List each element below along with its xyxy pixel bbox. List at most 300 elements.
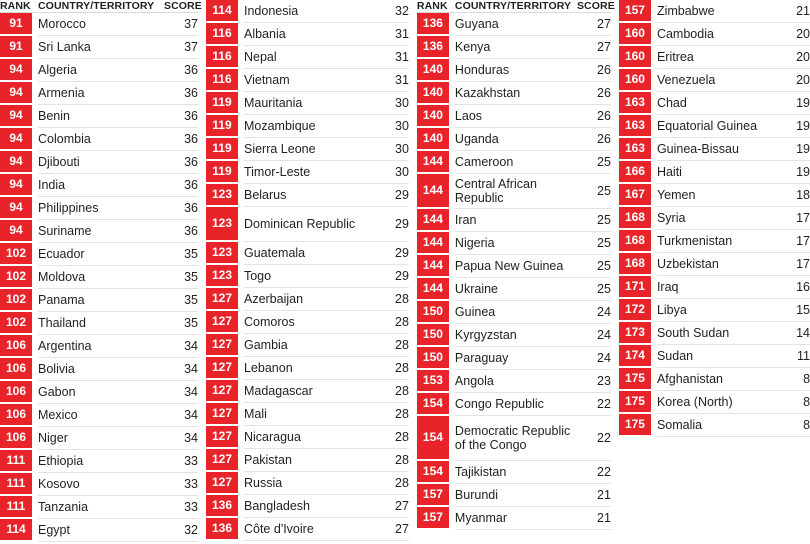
score-cell: 28 [375,334,409,357]
rank-cell [619,0,657,23]
rank-badge: 116 [206,23,238,44]
country-cell: Belarus [244,184,375,207]
rank-badge: 127 [206,288,238,309]
score-cell: 29 [375,207,409,242]
score-cell: 24 [577,324,611,347]
rank-badge: 160 [619,69,651,90]
rank-cell [206,518,244,541]
table-row [0,266,198,289]
score-cell: 28 [375,357,409,380]
rank-cell [206,472,244,495]
table-row [0,358,198,381]
rank-cell [206,380,244,403]
rank-cell [206,115,244,138]
table-row [206,449,409,472]
country-cell: Equatorial Guinea [657,115,776,138]
country-cell: Ecuador [38,243,164,266]
rank-badge: 144 [417,174,449,207]
score-cell: 33 [164,450,198,473]
rank-badge: 94 [0,197,32,218]
rank-cell [417,174,455,209]
table-row [619,92,810,115]
rank-badge: 140 [417,105,449,126]
rank-badge: 150 [417,324,449,345]
score-cell: 35 [164,266,198,289]
score-cell: 22 [577,416,611,461]
rank-badge: 106 [0,427,32,448]
rank-badge: 127 [206,334,238,355]
header-rank: RANK [0,0,38,13]
score-cell: 36 [164,174,198,197]
rank-cell [0,473,38,496]
rank-cell [206,242,244,265]
score-cell: 27 [577,13,611,36]
table-row [0,36,198,59]
rank-cell [206,207,244,242]
rank-badge: 163 [619,115,651,136]
rank-badge: 127 [206,311,238,332]
country-cell: Central African Republic [455,174,577,209]
score-cell: 17 [776,230,810,253]
score-cell: 23 [577,370,611,393]
table-row [619,391,810,414]
score-cell: 28 [375,288,409,311]
table-row [0,381,198,404]
rank-cell [619,46,657,69]
score-cell: 27 [375,495,409,518]
score-cell: 14 [776,322,810,345]
score-cell: 19 [776,138,810,161]
score-cell: 26 [577,128,611,151]
score-cell: 15 [776,299,810,322]
score-cell: 34 [164,358,198,381]
rank-cell [0,220,38,243]
rank-cell [619,161,657,184]
table-row [0,174,198,197]
country-cell: Sierra Leone [244,138,375,161]
rank-badge: 127 [206,426,238,447]
country-cell: Azerbaijan [244,288,375,311]
rank-cell [619,115,657,138]
rank-badge: 154 [417,461,449,482]
rank-badge: 175 [619,391,651,412]
rank-cell [417,209,455,232]
table-header-3 [416,0,615,13]
country-cell: Tajikistan [455,461,577,484]
rank-badge: 171 [619,276,651,297]
rank-cell [0,105,38,128]
rank-badge: 166 [619,161,651,182]
table-row [417,301,611,324]
header-row [417,0,611,13]
rank-badge: 150 [417,347,449,368]
rank-cell [417,255,455,278]
table-row [206,518,409,541]
score-cell: 32 [164,519,198,542]
table-row [0,243,198,266]
rank-badge: 91 [0,13,32,34]
table-row [206,403,409,426]
rank-cell [0,82,38,105]
country-cell: Iraq [657,276,776,299]
rank-badge: 102 [0,289,32,310]
rank-badge: 175 [619,368,651,389]
score-cell: 37 [164,36,198,59]
score-cell: 30 [375,92,409,115]
score-cell: 11 [776,345,810,368]
table-row [619,46,810,69]
rank-badge: 116 [206,69,238,90]
header-score: SCORE [576,0,615,12]
table-row [417,461,611,484]
score-cell: 21 [776,0,810,23]
country-cell: Bolivia [38,358,164,381]
country-cell: Moldova [38,266,164,289]
rank-badge: 123 [206,184,238,205]
table-row [0,473,198,496]
rank-badge: 136 [417,13,449,34]
rank-badge: 136 [417,36,449,57]
header-row [0,0,198,13]
table-row [0,59,198,82]
score-cell: 33 [164,473,198,496]
table-row [206,115,409,138]
table-row [0,312,198,335]
score-cell: 29 [375,184,409,207]
rank-badge: 157 [417,484,449,505]
score-cell: 25 [577,209,611,232]
rank-badge: 119 [206,92,238,113]
table-row [417,393,611,416]
rank-cell [619,345,657,368]
table-row [417,174,611,209]
score-cell: 30 [375,138,409,161]
table-row [206,69,409,92]
country-cell: Bangladesh [244,495,375,518]
rank-cell [619,184,657,207]
score-cell: 34 [164,335,198,358]
rank-cell [206,449,244,472]
country-cell: Pakistan [244,449,375,472]
rank-badge: 94 [0,59,32,80]
score-cell: 36 [164,220,198,243]
rank-badge: 102 [0,266,32,287]
table-row [417,128,611,151]
score-cell: 19 [776,115,810,138]
country-cell: Comoros [244,311,375,334]
table-row [206,92,409,115]
table-row [619,276,810,299]
score-cell: 26 [577,82,611,105]
country-cell: Uganda [455,128,577,151]
country-cell: Guinea [455,301,577,324]
score-cell: 18 [776,184,810,207]
rank-cell [417,370,455,393]
table-row [417,209,611,232]
score-cell: 25 [577,278,611,301]
rank-cell [619,92,657,115]
country-cell: Paraguay [455,347,577,370]
country-cell: Argentina [38,335,164,358]
table-row [206,472,409,495]
header-score: SCORE [163,0,202,12]
score-cell: 34 [164,381,198,404]
country-cell: Uzbekistan [657,253,776,276]
table-row [417,36,611,59]
rank-badge: 123 [206,265,238,286]
rank-cell [619,391,657,414]
rank-cell [417,105,455,128]
rank-badge: 163 [619,92,651,113]
score-cell: 22 [577,461,611,484]
rank-badge: 144 [417,255,449,276]
country-cell: Democratic Republic of the Congo [455,416,577,461]
rank-cell [0,335,38,358]
score-cell: 25 [577,174,611,209]
rank-badge: 116 [206,46,238,67]
score-cell: 31 [375,69,409,92]
rank-badge: 140 [417,128,449,149]
rank-cell [0,312,38,335]
table-row [417,59,611,82]
header-country: COUNTRY/TERRITORY [38,0,164,13]
rank-badge: 160 [619,23,651,44]
score-cell: 36 [164,197,198,220]
table-row [619,414,810,437]
rank-cell [417,393,455,416]
score-cell: 25 [577,255,611,278]
rank-cell [0,289,38,312]
score-cell: 28 [375,311,409,334]
table-row [619,138,810,161]
rank-badge: 173 [619,322,651,343]
score-cell: 19 [776,92,810,115]
table-row [417,278,611,301]
rank-cell [417,232,455,255]
table-row [417,232,611,255]
score-cell: 29 [375,265,409,288]
rank-badge: 144 [417,151,449,172]
rank-cell [206,265,244,288]
rank-cell [619,138,657,161]
score-cell: 21 [577,484,611,507]
rank-badge: 167 [619,184,651,205]
rank-cell [0,450,38,473]
score-cell: 28 [375,449,409,472]
rank-cell [0,151,38,174]
rank-badge: 123 [206,242,238,263]
rank-cell [417,301,455,324]
table-row [206,495,409,518]
rank-cell [206,357,244,380]
table-row [417,416,611,461]
rank-badge: 157 [619,0,651,21]
rank-badge: 168 [619,253,651,274]
rank-cell [417,128,455,151]
rank-badge: 94 [0,82,32,103]
rank-cell [206,288,244,311]
table-row [206,23,409,46]
country-cell: Papua New Guinea [455,255,577,278]
country-cell: Nicaragua [244,426,375,449]
rank-cell [206,495,244,518]
score-cell: 37 [164,13,198,36]
table-row [206,334,409,357]
rank-cell [0,427,38,450]
rank-badge: 94 [0,151,32,172]
score-cell: 26 [577,105,611,128]
score-cell: 35 [164,289,198,312]
rank-badge: 144 [417,209,449,230]
rank-badge: 119 [206,115,238,136]
rank-badge: 127 [206,449,238,470]
rank-badge: 127 [206,472,238,493]
rank-badge: 140 [417,82,449,103]
rank-badge: 172 [619,299,651,320]
score-cell: 20 [776,46,810,69]
rank-badge: 168 [619,207,651,228]
table-row [417,347,611,370]
table-row [206,380,409,403]
score-cell: 32 [375,0,409,23]
table-row [619,253,810,276]
score-cell: 26 [577,59,611,82]
table-row [619,184,810,207]
rank-cell [619,276,657,299]
table-body-2 [206,0,409,541]
score-cell: 28 [375,426,409,449]
rank-cell [0,174,38,197]
rank-cell [206,46,244,69]
country-cell: Gabon [38,381,164,404]
rank-cell [0,266,38,289]
rank-badge: 140 [417,59,449,80]
rank-cell [619,253,657,276]
table-row [0,427,198,450]
country-cell: Honduras [455,59,577,82]
country-cell: Venezuela [657,69,776,92]
country-cell: Côte d'Ivoire [244,518,375,541]
country-cell: Mozambique [244,115,375,138]
rank-cell [417,278,455,301]
rank-cell [206,23,244,46]
table-row [417,151,611,174]
country-cell: Mali [244,403,375,426]
score-cell: 28 [375,472,409,495]
rank-badge: 111 [0,450,32,471]
rank-badge: 127 [206,403,238,424]
country-cell: Libya [657,299,776,322]
score-cell: 28 [375,380,409,403]
table-row [417,255,611,278]
country-cell: Morocco [38,13,164,36]
table-row [206,184,409,207]
rank-cell [0,381,38,404]
table-body-1 [0,13,198,542]
country-cell: Zimbabwe [657,0,776,23]
rank-badge: 154 [417,416,449,459]
country-cell: South Sudan [657,322,776,345]
rank-badge: 175 [619,414,651,435]
score-cell: 21 [577,507,611,530]
score-cell: 36 [164,105,198,128]
country-cell: Mexico [38,404,164,427]
score-cell: 20 [776,23,810,46]
country-cell: Timor-Leste [244,161,375,184]
country-cell: Burundi [455,484,577,507]
table-row [417,13,611,36]
table-row [619,69,810,92]
table-row [619,161,810,184]
header-country: COUNTRY/TERRITORY [455,0,577,13]
table-row [619,0,810,23]
country-cell: Algeria [38,59,164,82]
rank-cell [417,347,455,370]
rank-cell [619,368,657,391]
country-cell: Nepal [244,46,375,69]
table-row [417,507,611,530]
country-cell: Haiti [657,161,776,184]
table-row [417,370,611,393]
table-row [619,115,810,138]
rank-cell [206,311,244,334]
table-row [206,426,409,449]
country-cell: Djibouti [38,151,164,174]
country-cell: Colombia [38,128,164,151]
rank-badge: 106 [0,335,32,356]
rank-badge: 168 [619,230,651,251]
score-cell: 24 [577,301,611,324]
table-row [0,105,198,128]
rank-badge: 136 [206,518,238,539]
rank-cell [417,59,455,82]
rank-cell [206,161,244,184]
rankings-table-3 [416,0,615,530]
country-cell: Laos [455,105,577,128]
country-cell: Egypt [38,519,164,542]
score-cell: 24 [577,347,611,370]
country-cell: Cambodia [657,23,776,46]
rank-cell [619,299,657,322]
country-cell: Kazakhstan [455,82,577,105]
rank-badge: 127 [206,380,238,401]
score-cell: 34 [164,404,198,427]
country-cell: Indonesia [244,0,375,23]
score-cell: 31 [375,46,409,69]
rank-badge: 174 [619,345,651,366]
score-cell: 36 [164,151,198,174]
country-cell: Iran [455,209,577,232]
score-cell: 29 [375,242,409,265]
rank-cell [206,426,244,449]
table-row [619,368,810,391]
score-cell: 16 [776,276,810,299]
country-cell: Vietnam [244,69,375,92]
rank-cell [619,69,657,92]
score-cell: 27 [375,518,409,541]
table-row [417,82,611,105]
country-cell: Russia [244,472,375,495]
table-row [0,335,198,358]
country-cell: Yemen [657,184,776,207]
rankings-table-2 [206,0,409,541]
score-cell: 36 [164,82,198,105]
rank-cell [0,243,38,266]
rankings-column-4 [619,0,810,437]
table-row [0,450,198,473]
table-row [0,519,198,542]
table-row [0,496,198,519]
